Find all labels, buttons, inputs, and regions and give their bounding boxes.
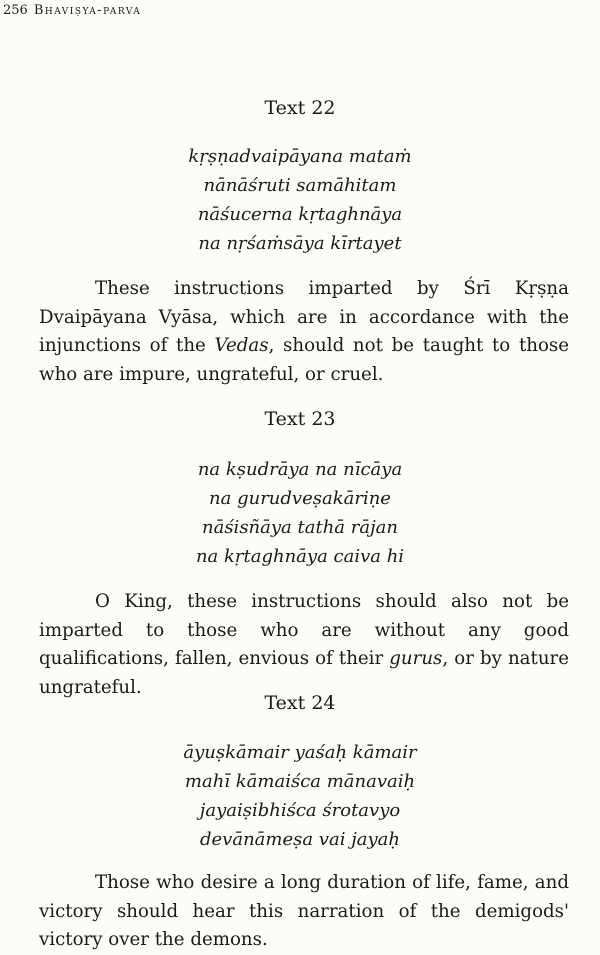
text-23-verse [0,455,600,571]
text-23-heading: Text 23 [264,408,336,430]
translation-segment-italic: gurus [389,648,443,669]
verse-line: jayaiṣibhiśca śrotavyo [199,800,401,821]
text-23-translation [39,588,569,702]
translation-segment: , or by nature ungrateful. [39,648,569,698]
verse-line: nāśisñāya tathā rājan [202,517,398,538]
translation-segment: O King, these instructions should also not be imparted to those who are without any good qualifications, fallen, envious of their [39,591,569,669]
verse-line: devānāmeṣa vai jayaḥ [200,829,400,850]
verse-line: nāśucerna kṛtaghnāya [197,204,403,225]
translation-segment: , should not be taught to those who are impure, ungrateful, or cruel. [39,335,570,385]
translation-segment: These instructions imparted by Śrī Kṛṣṇa Dvaipāyana Vyāsa, which are in accordance with the injunctions of the [39,278,569,356]
text-24-heading: Text 24 [264,692,336,714]
verse-line: āyuṣkāmair yaśaḥ kāmair [183,742,417,763]
page-number: 256 [3,3,28,18]
verse-line: na gurudveṣakāriṇe [209,488,391,509]
text-24-translation [39,869,569,955]
text-22-translation [39,275,569,389]
verse-line: kṛṣṇadvaipāyana mataṁ [188,146,412,167]
text-22-verse [0,142,600,258]
verse-line: na kṣudrāya na nīcāya [197,459,403,480]
book-title: Bhaviṣya-parva [33,3,142,18]
translation-segment-italic: Vedas [214,335,269,356]
running-head [3,3,141,19]
verse-line: nānāśruti samāhitam [203,175,397,196]
text-22-heading: Text 22 [264,97,336,119]
text-24-verse [0,738,600,854]
translation-segment: Those who desire a long duration of life, fame, and victory should hear this narration of the demigods' victory over the demons. [39,872,569,950]
verse-line: na kṛtaghnāya caiva hi [195,546,405,567]
verse-line: mahī kāmaiśca mānavaiḥ [184,771,416,792]
verse-line: na nṛśaṁsāya kīrtayet [198,233,402,254]
